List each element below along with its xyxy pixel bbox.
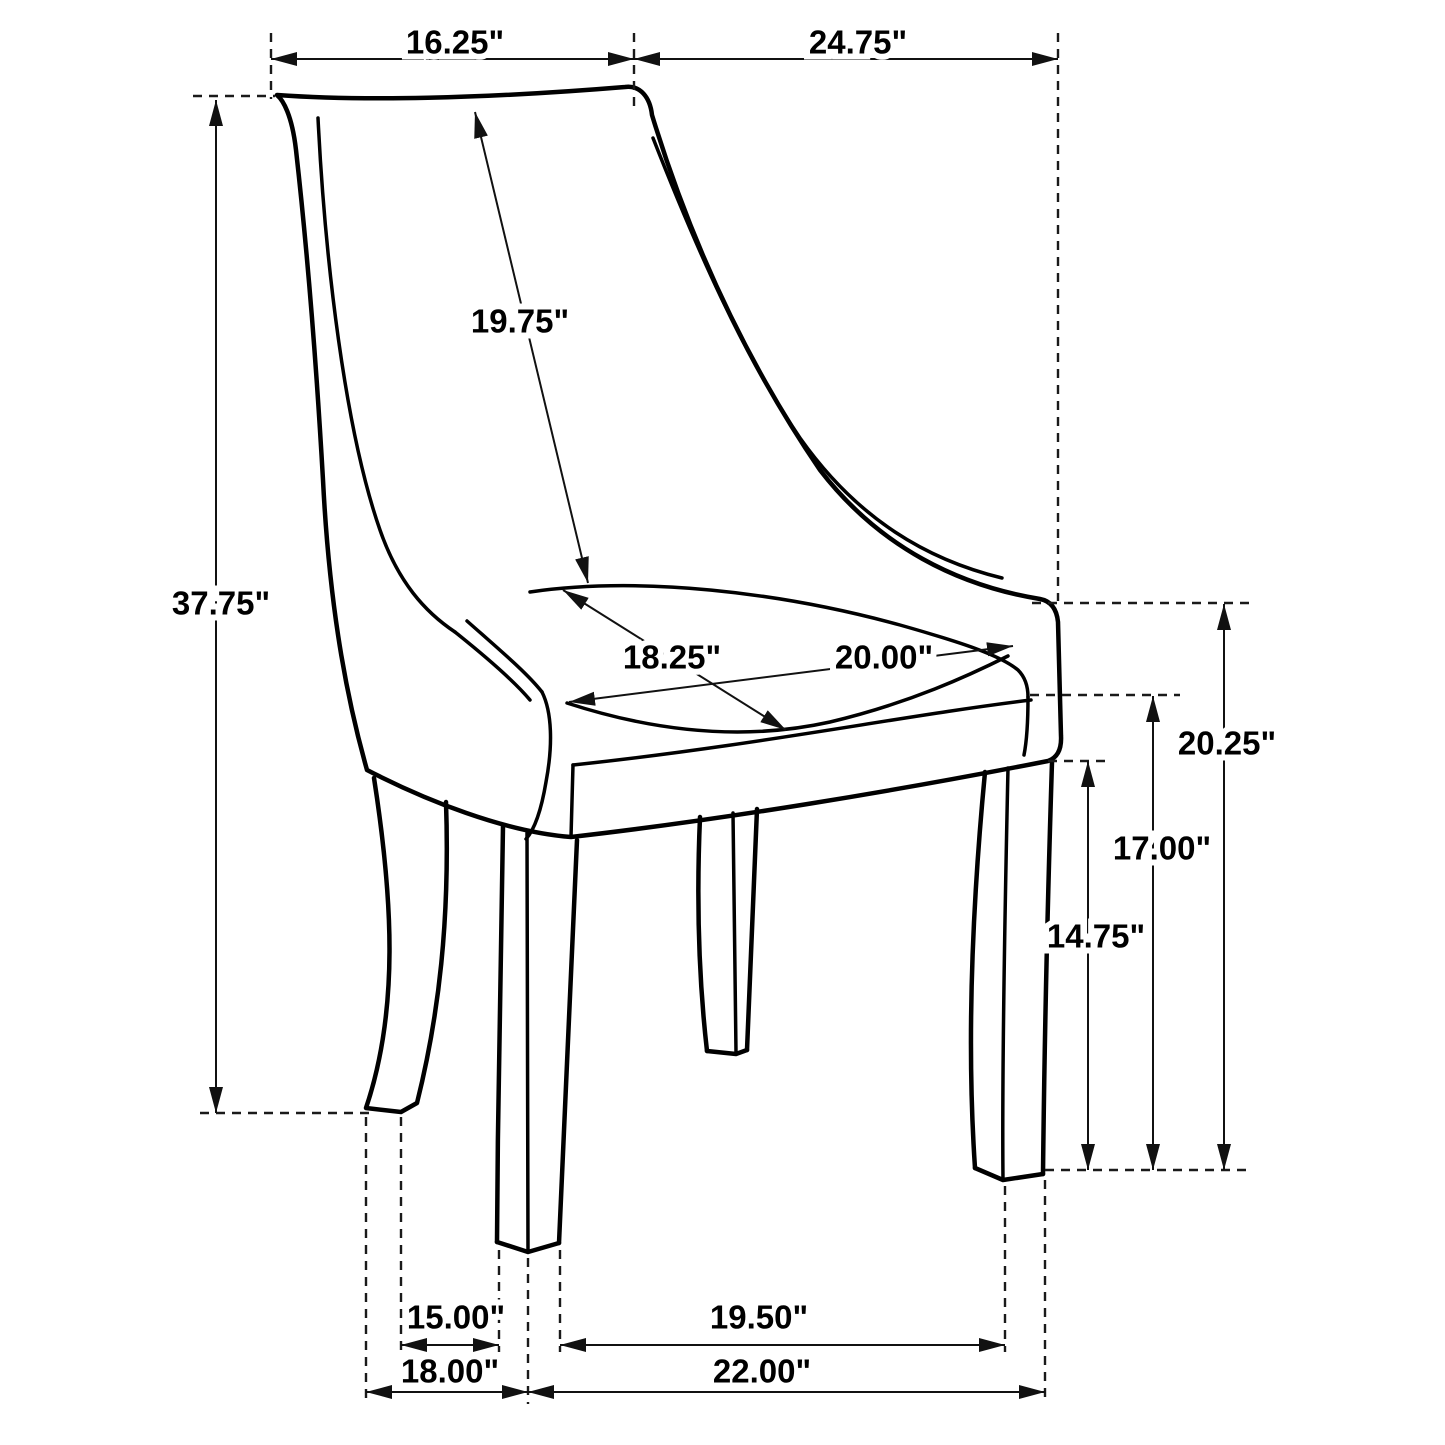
back-right-leg-right-edge	[747, 809, 757, 1050]
chair-outer-silhouette	[277, 87, 1061, 837]
back-right-leg-foot	[707, 1050, 747, 1054]
dim-label-seat-depth: 18.25"	[622, 638, 722, 676]
front-right-leg-foot	[975, 1168, 1043, 1180]
seat-band-left-corner	[571, 765, 573, 837]
dim-label-back-length: 19.75"	[470, 302, 570, 340]
back-right-leg-ridge	[733, 813, 736, 1052]
dim-label-top-depth: 24.75"	[808, 23, 908, 61]
front-right-leg-left-edge	[971, 772, 985, 1168]
cushion-right-edge	[1024, 697, 1028, 755]
dim-label-arm-height: 20.25"	[1177, 724, 1277, 762]
front-right-leg-right-edge	[1043, 762, 1052, 1174]
front-left-leg-right-edge	[559, 840, 577, 1243]
front-left-leg-left-edge	[497, 826, 503, 1242]
dim-label-back-top-width: 16.25"	[405, 23, 505, 61]
dim-label-seat-width: 20.00"	[834, 638, 934, 676]
back-inner-right-seam	[653, 138, 1002, 578]
back-right-leg-left-edge	[698, 817, 707, 1051]
arm-front-scroll	[526, 692, 551, 839]
dim-label-seat-frame-height: 14.75"	[1046, 917, 1146, 955]
back-inner-left-seam	[318, 118, 455, 632]
front-right-leg-ridge	[1003, 768, 1008, 1180]
back-left-leg	[366, 778, 447, 1112]
front-left-leg-ridge	[527, 833, 528, 1252]
dim-line-back-length	[475, 112, 588, 583]
dim-label-seat-height: 17.00"	[1112, 829, 1212, 867]
dimension-labels	[172, 24, 1276, 1390]
seat-band-top-edge	[573, 700, 1031, 765]
dim-label-left-leg-gap: 15.00"	[406, 1298, 506, 1336]
dim-label-left-footprint-depth: 18.00"	[400, 1352, 500, 1390]
arm-piping-inner	[467, 621, 542, 692]
dimension-lines	[216, 59, 1224, 1392]
dim-label-front-leg-span: 19.50"	[709, 1298, 809, 1336]
dim-label-overall-height: 37.75"	[171, 584, 271, 622]
dim-label-footprint-width: 22.00"	[712, 1352, 812, 1390]
